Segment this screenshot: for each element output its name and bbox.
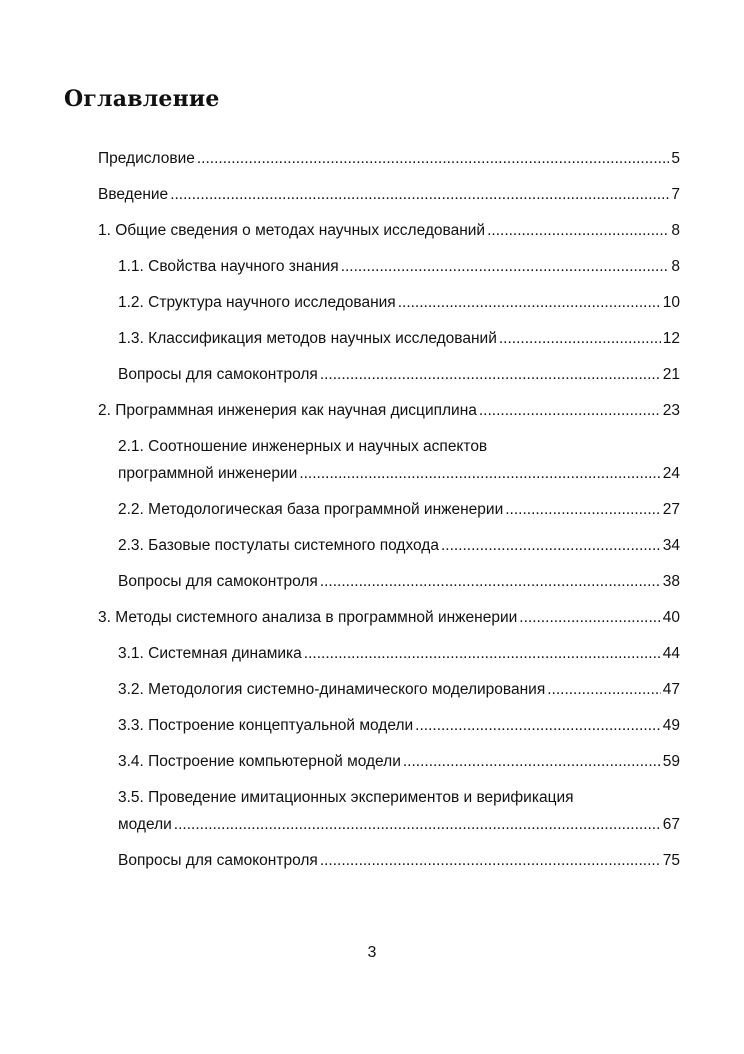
toc-entry-title: 3.2. Методология системно-динамического моделирования	[118, 681, 546, 698]
toc-entry-title: 3.1. Системная динамика	[118, 645, 302, 662]
table-of-contents	[98, 145, 680, 883]
toc-entry[interactable]	[118, 640, 680, 667]
toc-entry[interactable]	[98, 397, 680, 424]
toc-entry-title: 3.4. Построение компьютерной модели	[118, 753, 401, 770]
toc-entry-page: 75	[662, 852, 680, 869]
toc-entry-page: 34	[662, 537, 680, 554]
toc-entry-title: 1. Общие сведения о методах научных исследований	[98, 222, 486, 239]
toc-leader-dots	[299, 460, 660, 487]
toc-entry[interactable]	[118, 748, 680, 775]
toc-entry-title: 1.3. Классификация методов научных исследований	[118, 330, 497, 347]
toc-leader-dots	[519, 604, 660, 631]
toc-entry[interactable]	[118, 253, 680, 280]
toc-entry-page: 27	[662, 501, 680, 518]
toc-entry-page: 23	[662, 402, 680, 419]
toc-entry-title: 1.2. Структура научного исследования	[118, 294, 396, 311]
toc-entry[interactable]	[118, 847, 680, 874]
toc-entry-title: 2. Программная инженерия как научная дисциплина	[98, 402, 477, 419]
toc-leader-dots	[174, 811, 661, 838]
toc-leader-dots	[415, 712, 661, 739]
toc-leader-dots	[304, 640, 661, 667]
toc-entry[interactable]	[118, 496, 680, 523]
toc-leader-dots	[499, 325, 661, 352]
toc-entry-page: 12	[662, 330, 680, 347]
toc-entry-page: 40	[662, 609, 680, 626]
toc-leader-dots	[547, 676, 661, 703]
toc-entry-page: 49	[662, 717, 680, 734]
toc-entry-title-line1: 3.5. Проведение имитационных экспериментов и верификация	[118, 789, 574, 806]
toc-entry-page: 59	[662, 753, 680, 770]
page-number: 3	[367, 944, 377, 961]
toc-entry-page: 21	[662, 366, 680, 383]
toc-entry-title: Введение	[98, 186, 169, 203]
toc-entry-title: 2.3. Базовые постулаты системного подхода	[118, 537, 439, 554]
toc-entry[interactable]	[118, 712, 680, 739]
toc-entry-page: 67	[662, 816, 680, 833]
toc-leader-dots	[320, 847, 661, 874]
toc-entry-title: 1.1. Свойства научного знания	[118, 258, 339, 275]
toc-entry[interactable]	[118, 361, 680, 388]
toc-leader-dots	[441, 532, 661, 559]
toc-leader-dots	[320, 568, 661, 595]
toc-entry[interactable]	[118, 325, 680, 352]
toc-leader-dots	[320, 361, 661, 388]
toc-entry-page: 44	[662, 645, 680, 662]
toc-leader-dots	[197, 145, 670, 172]
toc-leader-dots	[487, 217, 669, 244]
toc-entry-title: 2.2. Методологическая база программной инженерии	[118, 501, 504, 518]
toc-entry-title: Вопросы для самоконтроля	[118, 573, 318, 590]
toc-leader-dots	[341, 253, 670, 280]
toc-entry[interactable]	[118, 568, 680, 595]
toc-entry[interactable]	[118, 532, 680, 559]
toc-leader-dots	[398, 289, 661, 316]
toc-entry-page: 10	[662, 294, 680, 311]
toc-leader-dots	[479, 397, 661, 424]
page-title: Оглавление	[64, 86, 220, 112]
toc-entry-page: 38	[662, 573, 680, 590]
toc-entry[interactable]	[98, 604, 680, 631]
toc-entry[interactable]	[118, 784, 680, 838]
toc-entry[interactable]	[98, 145, 680, 172]
toc-entry[interactable]	[118, 676, 680, 703]
toc-entry-title: Предисловие	[98, 150, 195, 167]
toc-entry-page: 5	[671, 150, 680, 167]
toc-entry-title: Вопросы для самоконтроля	[118, 366, 318, 383]
toc-leader-dots	[505, 496, 661, 523]
toc-entry-page: 7	[671, 186, 680, 203]
toc-entry-title: 3.3. Построение концептуальной модели	[118, 717, 414, 734]
toc-entry-title: модели	[118, 816, 172, 833]
toc-entry-page: 8	[671, 258, 680, 275]
toc-entry-title: программной инженерии	[118, 465, 298, 482]
toc-entry[interactable]	[118, 433, 680, 487]
toc-entry-title: Вопросы для самоконтроля	[118, 852, 318, 869]
toc-entry-page: 24	[662, 465, 680, 482]
toc-entry-title-line1: 2.1. Соотношение инженерных и научных аспектов	[118, 438, 488, 455]
toc-entry[interactable]	[98, 217, 680, 244]
toc-entry[interactable]	[98, 181, 680, 208]
toc-entry-title: 3. Методы системного анализа в программной инженерии	[98, 609, 518, 626]
toc-entry-page: 8	[671, 222, 680, 239]
toc-entry[interactable]	[118, 289, 680, 316]
toc-leader-dots	[170, 181, 669, 208]
toc-entry-page: 47	[662, 681, 680, 698]
toc-leader-dots	[403, 748, 661, 775]
